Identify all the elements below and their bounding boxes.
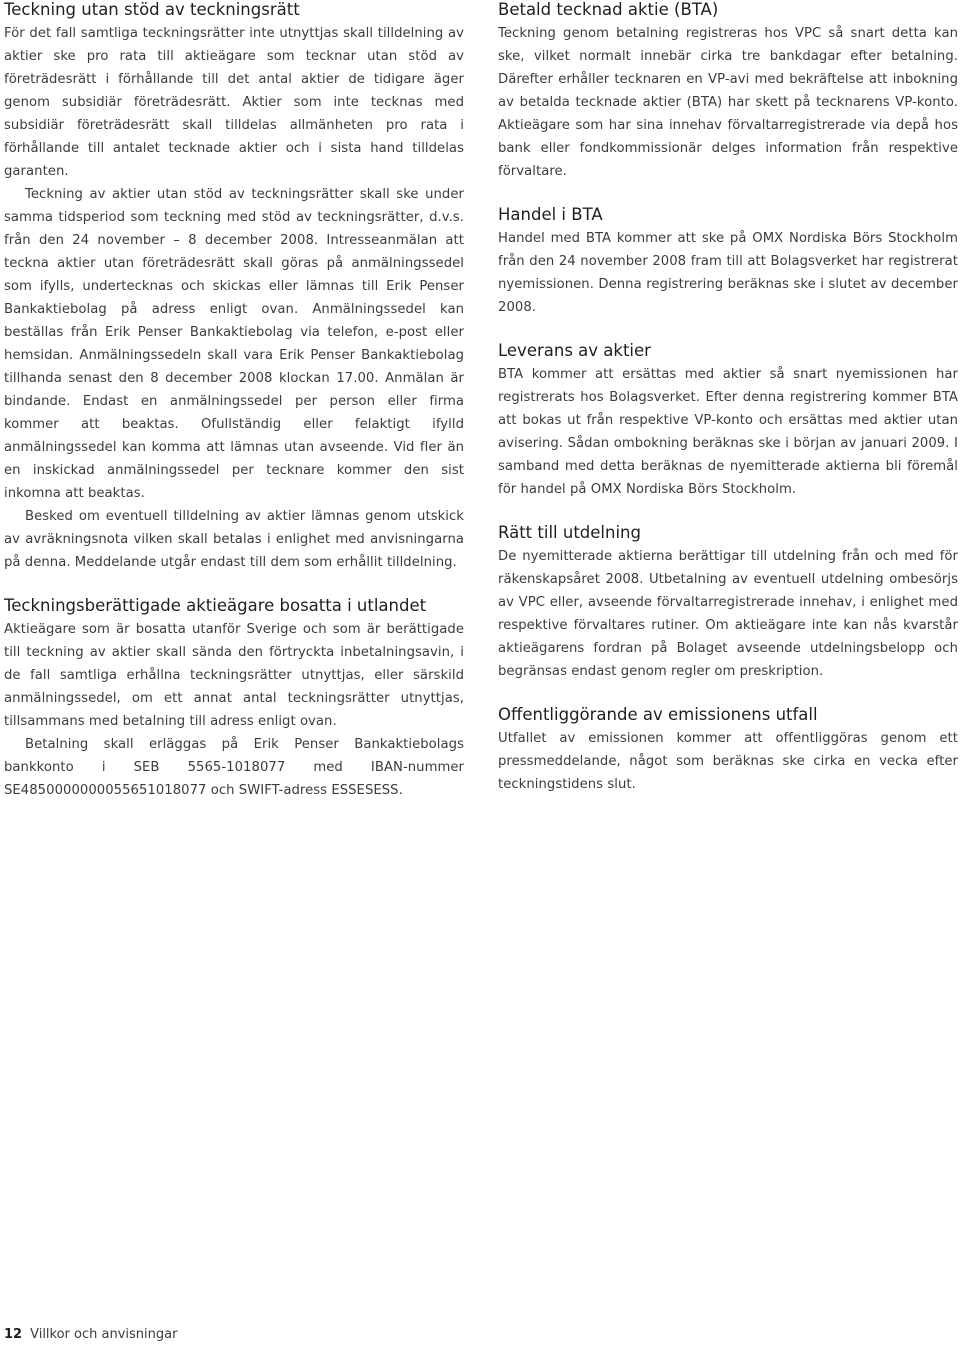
section-leverans: [498, 341, 958, 501]
footer-title: Villkor och anvisningar: [30, 1327, 178, 1342]
section-heading: Rätt till utdelning: [498, 523, 641, 542]
page-number: 12: [4, 1327, 23, 1342]
body-paragraph: Teckning genom betalning registreras hos VPC så snart detta kan ske, vilket normalt innebär cirka tre bankdagar efter betalning. Därefter erhåller tecknaren en VP-avi med bekräftelse att inbokning av betalda tecknade aktier (BTA) har skett på tecknarens VP-konto. Aktieägare som har sina innehav förvaltarregistrerade via depå hos bank eller fondkommissionär delges information från respektive förvaltare.: [498, 26, 958, 179]
body-paragraph: Handel med BTA kommer att ske på OMX Nordiska Börs Stockholm från den 24 november 2008 fram till att Bolagsverket har registrerat nyemissionen. Denna registrering beräknas ske i slutet av december 2008.: [498, 231, 958, 315]
section-teckning-utan-stod: [4, 0, 464, 574]
section-aktieagare-utlandet: [4, 596, 464, 802]
right-column: [498, 0, 958, 818]
section-utfall: [498, 705, 958, 796]
section-heading: Offentliggörande av emissionens utfall: [498, 705, 818, 724]
body-paragraph: Teckning av aktier utan stöd av teckningsrätter skall ske under samma tidsperiod som teckning med stöd av teckningsrätter, d.v.s. från den 24 november – 8 december 2008. Intresseanmälan att teckna aktier utan företrädesrätt skall göras på anmälningssedel som ifylls, undertecknas och skickas eller lämnas till Erik Penser Bankaktiebolag på adress enligt ovan. Anmälningssedel kan beställas från Erik Penser Bankaktiebolag via telefon, e-post eller hemsidan. Anmälningssedeln skall vara Erik Penser Bankaktiebolag tillhanda senast den 8 december 2008 klockan 17.00. Anmälan är bindande. Endast en anmälningssedel per person eller firma kommer att beaktas. Ofullständig eller felaktigt ifylld anmälningssedel kan komma att lämnas utan avseende. Vid fler än en inskickad anmälningssedel per tecknare kommer den sist inkomna att beaktas.: [4, 187, 464, 501]
page-footer: [4, 1326, 177, 1344]
body-paragraph: De nyemitterade aktierna berättigar till utdelning från och med för räkenskapsåret 2008. Utbetalning av eventuell utdelning ombesörjs av VPC eller, avseende förvaltarregistrerade innehav, i enlighet med respektive förvaltares rutiner. Om aktieägare inte kan nås kvarstår aktieägarens fordran på Bolaget avseende utdelningsbelopp och begränsas endast genom regler om preskription.: [498, 549, 958, 679]
body-paragraph: För det fall samtliga teckningsrätter inte utnyttjas skall tilldelning av aktier ske pro rata till aktieägare som tecknar utan stöd av företrädesrätt i förhållande till det antal aktier de tidigare äger genom subsidiär företrädesrätt. Aktier som inte tecknas med subsidiär företrädesrätt skall tilldelas allmänheten pro rata i förhållande till antalet tecknade aktier och i sista hand tilldelas garanten.: [4, 26, 464, 179]
body-paragraph: Utfallet av emissionen kommer att offentliggöras genom ett pressmeddelande, något som beräknas ske cirka en vecka efter teckningstidens slut.: [498, 731, 958, 792]
section-utdelning: [498, 523, 958, 683]
body-paragraph: Aktieägare som är bosatta utanför Sverige och som är berättigade till teckning av aktier skall sända den förtryckta inbetalningsavin, i de fall samtliga erhållna teckningsrätter utnyttjas, eller särskild anmälningssedel, om ett annat antal teckningsrätter utnyttjas, tillsammans med betalning till adress enligt ovan.: [4, 622, 464, 729]
section-heading: Betald tecknad aktie (BTA): [498, 0, 719, 19]
section-bta: [498, 0, 958, 183]
left-column: [4, 0, 464, 816]
section-heading: Teckning utan stöd av teckningsrätt: [4, 0, 300, 19]
body-paragraph: Besked om eventuell tilldelning av aktier lämnas genom utskick av avräkningsnota vilken skall betalas i enlighet med anvisningarna på denna. Meddelande utgår endast till dem som erhållit tilldelning.: [4, 509, 464, 570]
section-heading: Handel i BTA: [498, 205, 603, 224]
section-handel-bta: [498, 205, 958, 319]
body-paragraph: BTA kommer att ersättas med aktier så snart nyemissionen har registrerats hos Bolagsverket. Efter denna registrering kommer BTA att bokas ut från respektive VP-konto och ersättas med aktier utan avisering. Sådan ombokning beräknas ske i början av januari 2009. I samband med detta beräknas de nyemitterade aktierna bli föremål för handel på OMX Nordiska Börs Stockholm.: [498, 367, 958, 497]
section-heading: Leverans av aktier: [498, 341, 651, 360]
section-heading: Teckningsberättigade aktieägare bosatta i utlandet: [4, 596, 427, 615]
body-paragraph: Betalning skall erläggas på Erik Penser Bankaktiebolags bankkonto i SEB 5565-1018077 med IBAN-nummer SE4850000000055651018077 och SWIFT-adress ESSESESS.: [4, 737, 464, 798]
